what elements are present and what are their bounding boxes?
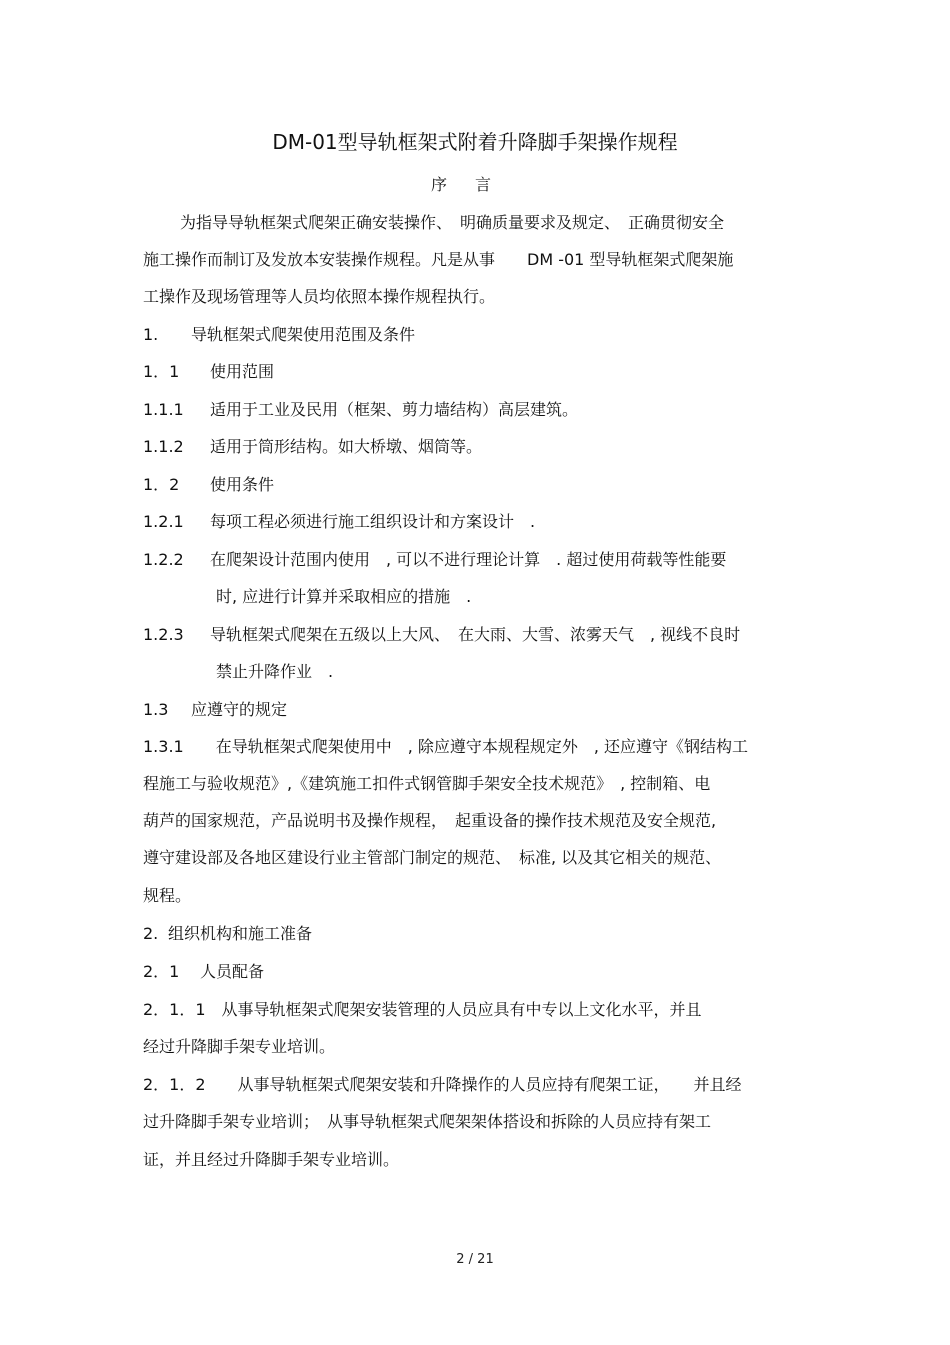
section-text: 在爬架设计范围内使用 , 可以不进行理论计算 . 超过使用荷载等性能要 [210,550,727,569]
paragraph-line: 经过升降脚手架专业培训。 [143,1037,336,1056]
section-item [143,546,811,574]
section-heading [143,958,811,986]
section-heading [143,358,811,386]
section-text: 每项工程必须进行施工组织设计和方案设计 . [210,512,536,531]
section-heading [143,471,811,499]
document-title: DM-01型导轨框架式附着升降脚手架操作规程 [272,130,678,154]
paragraph-line: 1.3.1 在导轨框架式爬架使用中 , 除应遵守本规程规定外 , 还应遵守《钢结构工 [143,737,749,756]
paragraph-line: 过升降脚手架专业培训； 从事导轨框架式爬架架体搭设和拆除的人员应持有架工 [143,1112,712,1131]
section-text: 适用于工业及民用（框架、剪力墙结构）高层建筑。 [210,400,579,419]
preface-line: 施工操作而制订及发放本安装操作规程。凡是从事 DM -01 型导轨框架式爬架施 [143,250,734,269]
section-number: 1.3 [143,700,169,719]
preface-heading: 序言 [430,175,519,194]
section-text: 组织机构和施工准备 [168,924,313,943]
section-item [143,508,811,536]
section-number: 1.1.1 [143,400,184,419]
section-number: 1.2.2 [143,550,184,569]
paragraph-line: 2．1．1 从事导轨框架式爬架安装管理的人员应具有中专以上文化水平，并且 [143,1000,702,1019]
section-number: 1.2.1 [143,512,184,531]
section-number: 1．2 [143,475,180,494]
section-text: 使用条件 [210,475,275,494]
section-number: 2. [143,924,159,943]
section-text: 导轨框架式爬架使用范围及条件 [191,325,416,344]
section-item [143,433,811,461]
section-text: 使用范围 [210,362,275,381]
section-item [143,621,811,649]
preface-line: 工操作及现场管理等人员均依照本操作规程执行。 [143,287,496,306]
paragraph-line: 遵守建设部及各地区建设行业主管部门制定的规范、 标准, 以及其它相关的规范、 [143,848,722,867]
section-number: 1.1.2 [143,437,184,456]
preface-line: 为指导导轨框架式爬架正确安装操作、 明确质量要求及规定、 正确贯彻安全 [180,213,725,232]
paragraph-line: 2．1．2 从事导轨框架式爬架安装和升降操作的人员应持有爬架工证， 并且经 [143,1075,742,1094]
section-text: 导轨框架式爬架在五级以上大风、 在大雨、大雪、浓雾天气 , 视线不良时 [210,625,741,644]
paragraph-line: 程施工与验收规范》,《建筑施工扣件式钢管脚手架安全技术规范》 , 控制箱、电 [143,774,711,793]
section-number: 1．1 [143,362,180,381]
section-heading [143,696,811,724]
section-text: 适用于筒形结构。如大桥墩、烟筒等。 [210,437,483,456]
section-heading [143,321,811,349]
section-text: 应遵守的规定 [191,700,288,719]
section-continuation: 时, 应进行计算并采取相应的措施 . [216,587,472,606]
paragraph-line: 规程。 [143,886,192,905]
section-item [143,396,811,424]
section-number: 1. [143,325,159,344]
section-text: 人员配备 [200,962,265,981]
page-number: 2 / 21 [456,1252,494,1267]
section-number: 2．1 [143,962,180,981]
section-heading [143,920,811,948]
paragraph-line: 证，并且经过升降脚手架专业培训。 [143,1150,400,1169]
section-number: 1.2.3 [143,625,184,644]
paragraph-line: 葫芦的国家规范，产品说明书及操作规程， 起重设备的操作技术规范及安全规范, [143,811,717,830]
section-continuation: 禁止升降作业 . [216,662,334,681]
